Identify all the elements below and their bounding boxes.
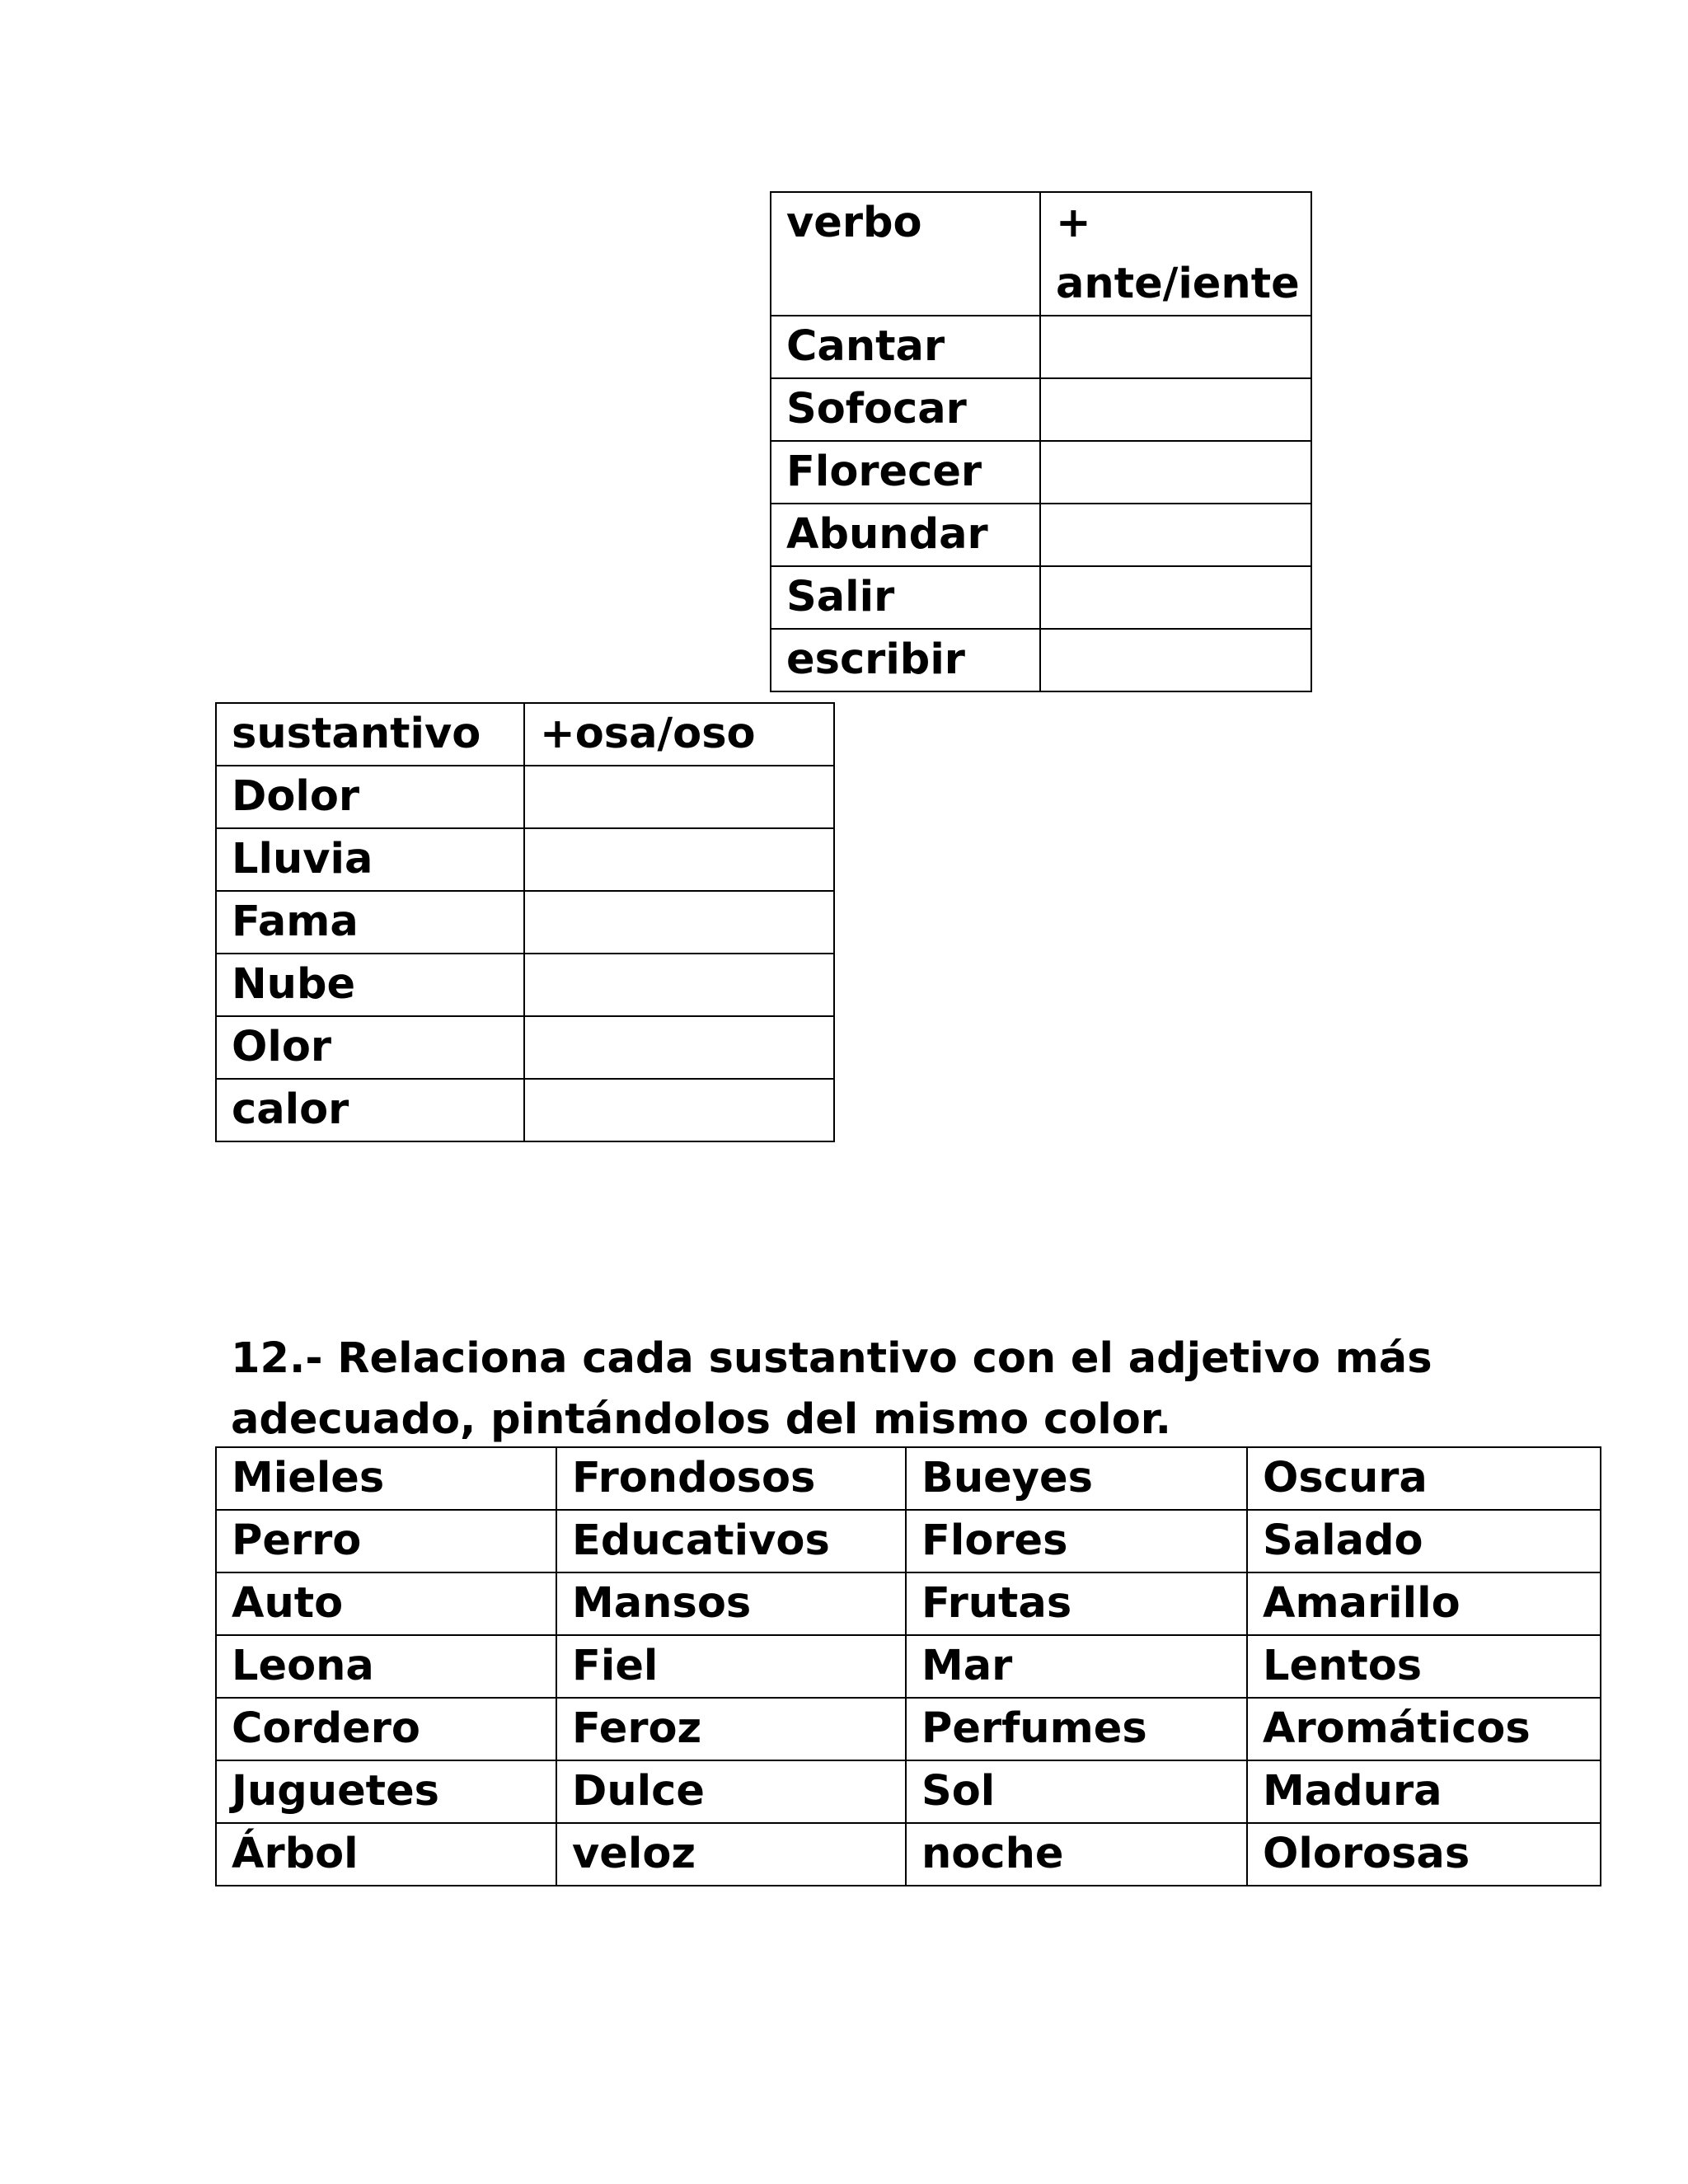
exercise-12-title: 12.- Relaciona cada sustantivo con el adjetivo más adecuado, pintándolos del mismo color.: [231, 1334, 1432, 1444]
table-row: [216, 1510, 1601, 1572]
table-row: [216, 828, 834, 891]
table-row: [216, 1823, 1601, 1886]
table-row: [771, 504, 1311, 566]
answer-cell[interactable]: [1040, 504, 1311, 566]
table-row: [216, 1079, 834, 1141]
noun-cell: Lluvia: [216, 828, 524, 891]
verb-cell: escribir: [771, 629, 1040, 691]
word-cell[interactable]: Educativos: [556, 1510, 906, 1572]
noun-cell: Nube: [216, 954, 524, 1016]
word-cell[interactable]: noche: [906, 1823, 1247, 1886]
word-cell[interactable]: Cordero: [216, 1698, 556, 1760]
table-row: [771, 566, 1311, 629]
word-cell[interactable]: Salado: [1247, 1510, 1601, 1572]
verb-cell: Florecer: [771, 441, 1040, 504]
table-row: [216, 1447, 1601, 1510]
matching-table: [215, 1446, 1601, 1886]
answer-cell[interactable]: [1040, 378, 1311, 441]
table-row: [216, 1572, 1601, 1635]
verb-cell: Sofocar: [771, 378, 1040, 441]
noun-cell: Fama: [216, 891, 524, 954]
word-cell[interactable]: Aromáticos: [1247, 1698, 1601, 1760]
word-cell[interactable]: Oscura: [1247, 1447, 1601, 1510]
header-plus: +: [1056, 199, 1091, 247]
table-row: [771, 316, 1311, 378]
table-row: [216, 954, 834, 1016]
table-row: [216, 1698, 1601, 1760]
header-sustantivo: sustantivo: [216, 703, 524, 766]
answer-cell[interactable]: [1040, 441, 1311, 504]
word-cell[interactable]: Fiel: [556, 1635, 906, 1698]
word-cell[interactable]: Mansos: [556, 1572, 906, 1635]
table-row: [216, 1016, 834, 1079]
word-cell[interactable]: Madura: [1247, 1760, 1601, 1823]
verb-cell: Abundar: [771, 504, 1040, 566]
noun-cell: Dolor: [216, 766, 524, 828]
table-row: [216, 1635, 1601, 1698]
verb-cell: Cantar: [771, 316, 1040, 378]
sustantivo-table: [215, 702, 835, 1142]
header-suffix: ante/iente: [1056, 260, 1300, 308]
answer-cell[interactable]: [524, 828, 834, 891]
table-row: [771, 378, 1311, 441]
word-cell[interactable]: Árbol: [216, 1823, 556, 1886]
word-cell[interactable]: Frutas: [906, 1572, 1247, 1635]
word-cell[interactable]: Dulce: [556, 1760, 906, 1823]
header-ante-iente: [1040, 192, 1311, 316]
word-cell[interactable]: Juguetes: [216, 1760, 556, 1823]
answer-cell[interactable]: [524, 954, 834, 1016]
answer-cell[interactable]: [1040, 629, 1311, 691]
answer-cell[interactable]: [524, 1079, 834, 1141]
word-cell[interactable]: Lentos: [1247, 1635, 1601, 1698]
answer-cell[interactable]: [1040, 316, 1311, 378]
table-header-row: [771, 192, 1311, 316]
table-row: [216, 1760, 1601, 1823]
word-cell[interactable]: Flores: [906, 1510, 1247, 1572]
word-cell[interactable]: Amarillo: [1247, 1572, 1601, 1635]
word-cell[interactable]: Feroz: [556, 1698, 906, 1760]
table-header-row: [216, 703, 834, 766]
noun-cell: Olor: [216, 1016, 524, 1079]
table-row: [216, 891, 834, 954]
word-cell[interactable]: Leona: [216, 1635, 556, 1698]
header-verbo: verbo: [771, 192, 1040, 316]
answer-cell[interactable]: [524, 766, 834, 828]
answer-cell[interactable]: [524, 891, 834, 954]
verbo-table: [770, 191, 1312, 692]
answer-cell[interactable]: [524, 1016, 834, 1079]
word-cell[interactable]: Olorosas: [1247, 1823, 1601, 1886]
word-cell[interactable]: Mar: [906, 1635, 1247, 1698]
table-row: [771, 441, 1311, 504]
word-cell[interactable]: Perro: [216, 1510, 556, 1572]
table-row: [771, 629, 1311, 691]
noun-cell: calor: [216, 1079, 524, 1141]
word-cell[interactable]: Perfumes: [906, 1698, 1247, 1760]
answer-cell[interactable]: [1040, 566, 1311, 629]
word-cell[interactable]: Sol: [906, 1760, 1247, 1823]
verb-cell: Salir: [771, 566, 1040, 629]
header-osa-oso: +osa/oso: [524, 703, 834, 766]
word-cell[interactable]: Mieles: [216, 1447, 556, 1510]
word-cell[interactable]: veloz: [556, 1823, 906, 1886]
word-cell[interactable]: Bueyes: [906, 1447, 1247, 1510]
word-cell[interactable]: Auto: [216, 1572, 556, 1635]
word-cell[interactable]: Frondosos: [556, 1447, 906, 1510]
table-row: [216, 766, 834, 828]
